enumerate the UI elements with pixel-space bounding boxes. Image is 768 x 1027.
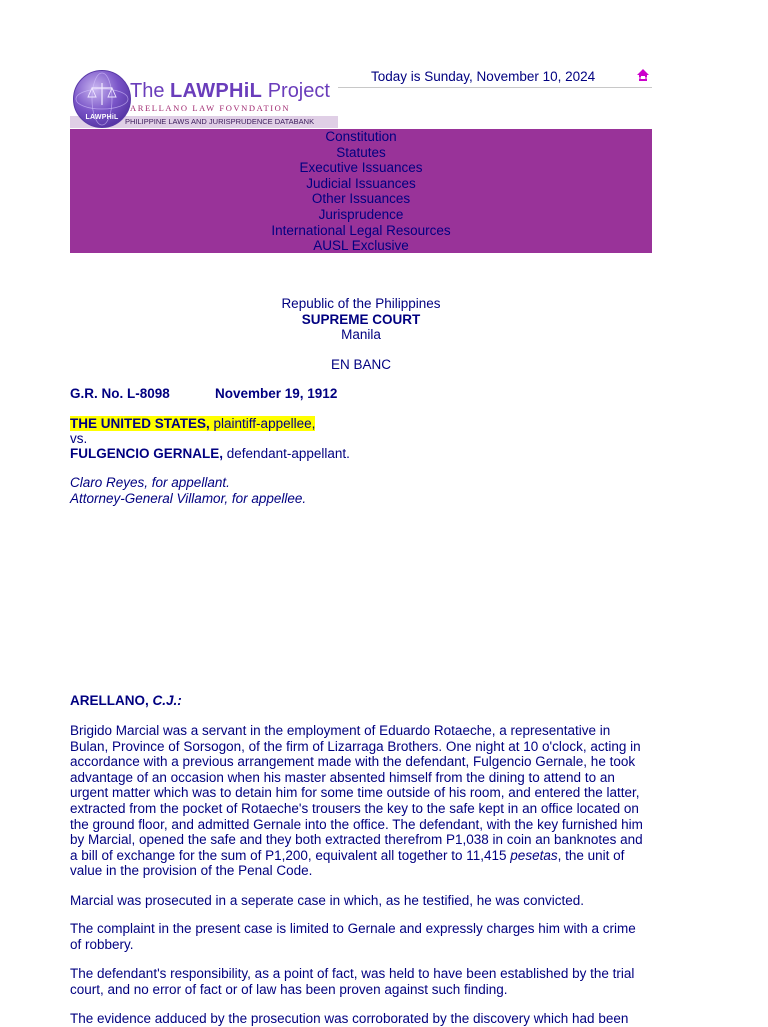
- author-name: ARELLANO,: [70, 693, 149, 708]
- opinion-author: [70, 693, 182, 709]
- logo-title-suffix: Project: [267, 80, 330, 102]
- case-number-line: [70, 386, 338, 402]
- logo-title: [130, 80, 330, 103]
- paragraph-1-text-a: Brigido Marcial was a servant in the employment of Eduardo Rotaeche, a representative in Bulan, Province of Sorsogon, of the firm of Lizarraga Brothers. One night at 10 o'clock, acting in accordance with a previous arrangement made with the defendant, Fulgencio Gernale, he took advantage of an occasion when his master absented himself from the dining to attend to an urgent matter which was to detain him for some time outside of his room, and entered the latter, extracted from the pocket of Rotaeche's trousers the key to the safe kept in an office located on the ground floor, and admitted Gernale into the office. The defendant, with the key furnished him by Marcial, opened the safe and they both extracted therefrom P1,038 in coin an banknotes and a bill of exchange for the sum of P1,200, equivalent all together to 11,415: [70, 723, 643, 863]
- plaintiff-role: plaintiff-appellee,: [213, 416, 316, 431]
- main-nav: [70, 129, 652, 253]
- nav-ausl-exclusive[interactable]: AUSL Exclusive: [313, 238, 409, 254]
- author-title: C.J.:: [152, 693, 182, 708]
- case-date: November 19, 1912: [215, 386, 338, 401]
- logo-title-bold: LAWPHiL: [170, 80, 263, 102]
- defendant-name: FULGENCIO GERNALE,: [70, 446, 224, 461]
- lawphil-logo[interactable]: [70, 68, 338, 128]
- nav-other-issuances[interactable]: Other Issuances: [311, 191, 411, 207]
- nav-international-legal-resources[interactable]: International Legal Resources: [271, 222, 451, 238]
- counsel-appellee-text: Attorney-General Villamor, for appellee.: [70, 491, 307, 506]
- logo-tagline: PHILIPPINE LAWS AND JURISPRUDENCE DATABANK: [125, 117, 315, 126]
- court-heading: [70, 296, 652, 343]
- defendant-role: defendant-appellant.: [226, 446, 350, 461]
- paragraph-1-italic: pesetas: [510, 847, 558, 863]
- lawphil-globe-icon: [73, 70, 131, 128]
- logo-foundation: ARELLANO LAW FOVNDATION: [130, 103, 291, 113]
- nav-statutes[interactable]: Statutes: [336, 144, 386, 160]
- court-division: EN BANC: [330, 357, 391, 372]
- nav-jurisprudence[interactable]: Jurisprudence: [318, 206, 404, 222]
- plaintiff-name: THE UNITED STATES,: [70, 416, 210, 431]
- nav-executive-issuances[interactable]: Executive Issuances: [299, 160, 423, 176]
- paragraph-1-text-b: , the unit of value in the provision of the Penal Code.: [70, 847, 625, 879]
- plaintiff-highlight: [70, 416, 315, 431]
- plaintiff-line: [70, 416, 315, 432]
- court-name: [70, 312, 652, 328]
- nav-constitution[interactable]: Constitution: [325, 129, 397, 144]
- home-icon[interactable]: [636, 68, 650, 82]
- court-republic: Republic of the Philippines: [281, 296, 441, 311]
- versus-text: vs.: [70, 431, 88, 446]
- opinion-paragraph-4: The defendant's responsibility, as a point of fact, was held to have been established by the trial court, and no error of fact or of law has been proven against such finding.: [70, 966, 635, 997]
- defendant-line: [70, 446, 350, 462]
- today-date: Today is Sunday, November 10, 2024: [371, 69, 596, 84]
- case-gr-number: G.R. No. L-8098: [70, 386, 170, 401]
- opinion-paragraph-2: Marcial was prosecuted in a seperate case in which, as he testified, he was convicted.: [70, 893, 585, 908]
- counsel-appellant-text: Claro Reyes, for appellant.: [70, 475, 230, 490]
- logo-title-prefix: The: [130, 80, 165, 102]
- logo-emblem-text: LAWPHiL: [85, 114, 119, 121]
- opinion-paragraph-5: The evidence adduced by the prosecution was corroborated by the discovery which had been: [70, 1011, 629, 1026]
- opinion-paragraph-1: [70, 723, 650, 879]
- court-name-text: SUPREME COURT: [301, 311, 421, 327]
- nav-judicial-issuances[interactable]: Judicial Issuances: [306, 175, 416, 191]
- opinion-paragraph-3: The complaint in the present case is limited to Gernale and expressly charges him with a crime of robbery.: [70, 921, 636, 952]
- counsel-appellant: [70, 475, 230, 491]
- header-divider: [338, 87, 652, 88]
- site-header: [70, 66, 652, 128]
- court-city: Manila: [341, 327, 381, 343]
- counsel-appellee: [70, 491, 306, 507]
